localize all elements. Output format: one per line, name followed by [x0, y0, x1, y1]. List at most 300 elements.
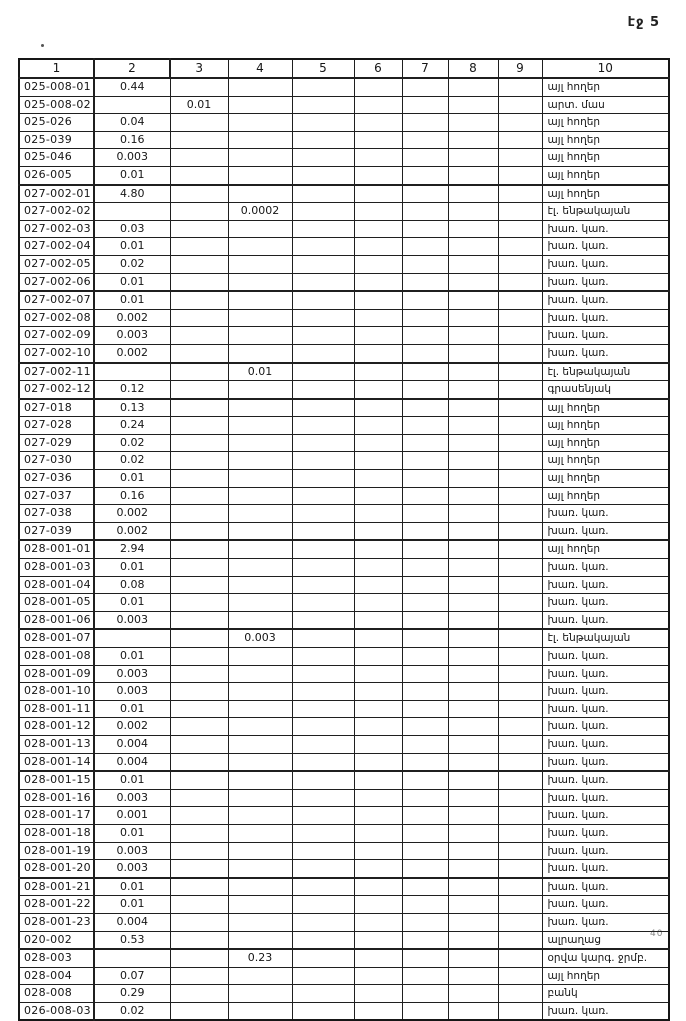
value-cell-col5: [292, 505, 354, 523]
value-cell-col8: [448, 203, 498, 221]
value-cell-col2: 0.13: [94, 399, 170, 417]
value-cell-col9: [498, 114, 542, 132]
value-cell-col6: [354, 931, 402, 949]
value-cell-col5: [292, 700, 354, 718]
table-row: [19, 985, 669, 1003]
value-cell-col5: [292, 309, 354, 327]
value-cell-col7: [402, 309, 448, 327]
value-cell-col2: 0.01: [94, 594, 170, 612]
value-cell-col6: [354, 985, 402, 1003]
table-row: [19, 273, 669, 291]
value-cell-col5: [292, 824, 354, 842]
value-cell-col4: [228, 967, 292, 985]
value-cell-col7: [402, 789, 448, 807]
parcel-code-cell: 027-029: [19, 434, 94, 452]
value-cell-col2: 0.002: [94, 344, 170, 362]
value-cell-col8: [448, 896, 498, 914]
parcel-code-cell: 028-008: [19, 985, 94, 1003]
parcel-code-cell: 028-001-23: [19, 913, 94, 931]
land-use-cell: խառ. կառ.: [542, 344, 669, 362]
table-row: [19, 470, 669, 488]
value-cell-col9: [498, 291, 542, 309]
land-use-cell: խառ. կառ.: [542, 807, 669, 825]
value-cell-col3: [170, 967, 228, 985]
value-cell-col5: [292, 949, 354, 967]
value-cell-col7: [402, 842, 448, 860]
value-cell-col3: [170, 540, 228, 558]
value-cell-col4: [228, 78, 292, 96]
value-cell-col2: 4.80: [94, 185, 170, 203]
value-cell-col3: [170, 985, 228, 1003]
value-cell-col7: [402, 824, 448, 842]
value-cell-col9: [498, 381, 542, 399]
value-cell-col8: [448, 399, 498, 417]
value-cell-col7: [402, 967, 448, 985]
value-cell-col6: [354, 913, 402, 931]
table-row: [19, 78, 669, 96]
value-cell-col3: [170, 238, 228, 256]
value-cell-col7: [402, 985, 448, 1003]
value-cell-col7: [402, 735, 448, 753]
value-cell-col9: [498, 96, 542, 114]
land-use-cell: խառ. կառ.: [542, 860, 669, 878]
land-use-cell: խառ. կառ.: [542, 522, 669, 540]
land-use-cell: խառ. կառ.: [542, 576, 669, 594]
land-use-cell: ալրաղաց: [542, 931, 669, 949]
value-cell-col6: [354, 789, 402, 807]
value-cell-col5: [292, 487, 354, 505]
value-cell-col2: 2.94: [94, 540, 170, 558]
table-row: [19, 771, 669, 789]
value-cell-col5: [292, 540, 354, 558]
value-cell-col6: [354, 381, 402, 399]
value-cell-col3: [170, 648, 228, 666]
value-cell-col2: 0.02: [94, 452, 170, 470]
table-row: [19, 434, 669, 452]
value-cell-col3: [170, 203, 228, 221]
value-cell-col8: [448, 344, 498, 362]
value-cell-col9: [498, 718, 542, 736]
value-cell-col8: [448, 381, 498, 399]
table-row: [19, 417, 669, 435]
value-cell-col8: [448, 753, 498, 771]
land-use-cell: այլ հողեր: [542, 452, 669, 470]
value-cell-col6: [354, 149, 402, 167]
value-cell-col6: [354, 131, 402, 149]
value-cell-col2: 0.08: [94, 576, 170, 594]
value-cell-col5: [292, 611, 354, 629]
value-cell-col7: [402, 700, 448, 718]
value-cell-col6: [354, 185, 402, 203]
land-use-cell: խառ. կառ.: [542, 824, 669, 842]
value-cell-col8: [448, 594, 498, 612]
value-cell-col3: [170, 949, 228, 967]
value-cell-col8: [448, 559, 498, 577]
value-cell-col9: [498, 505, 542, 523]
value-cell-col7: [402, 771, 448, 789]
value-cell-col8: [448, 949, 498, 967]
value-cell-col5: [292, 771, 354, 789]
value-cell-col8: [448, 309, 498, 327]
value-cell-col5: [292, 166, 354, 184]
land-use-cell: այլ հողեր: [542, 78, 669, 96]
value-cell-col5: [292, 470, 354, 488]
column-header-10: 10: [542, 59, 669, 78]
value-cell-col9: [498, 559, 542, 577]
value-cell-col8: [448, 470, 498, 488]
value-cell-col4: [228, 683, 292, 701]
land-use-cell: էլ. ենթակայան: [542, 629, 669, 647]
value-cell-col6: [354, 860, 402, 878]
value-cell-col2: [94, 363, 170, 381]
table-row: [19, 718, 669, 736]
value-cell-col4: [228, 327, 292, 345]
value-cell-col8: [448, 611, 498, 629]
margin-note: 40: [650, 929, 664, 939]
value-cell-col6: [354, 203, 402, 221]
land-use-cell: խառ. կառ.: [542, 559, 669, 577]
land-use-cell: այլ հողեր: [542, 967, 669, 985]
value-cell-col7: [402, 363, 448, 381]
column-header-6: 6: [354, 59, 402, 78]
value-cell-col7: [402, 470, 448, 488]
value-cell-col9: [498, 327, 542, 345]
value-cell-col6: [354, 700, 402, 718]
table-row: [19, 291, 669, 309]
parcel-code-cell: 027-002-05: [19, 255, 94, 273]
land-use-cell: օրվա կարգ. ջրմբ.: [542, 949, 669, 967]
value-cell-col8: [448, 789, 498, 807]
value-cell-col7: [402, 576, 448, 594]
value-cell-col4: [228, 771, 292, 789]
parcel-code-cell: 028-001-07: [19, 629, 94, 647]
value-cell-col3: [170, 665, 228, 683]
value-cell-col6: [354, 648, 402, 666]
value-cell-col3: [170, 576, 228, 594]
parcel-code-cell: 028-001-13: [19, 735, 94, 753]
value-cell-col3: [170, 735, 228, 753]
value-cell-col4: [228, 291, 292, 309]
value-cell-col7: [402, 220, 448, 238]
table-row: [19, 114, 669, 132]
value-cell-col5: [292, 78, 354, 96]
value-cell-col3: [170, 131, 228, 149]
value-cell-col7: [402, 860, 448, 878]
value-cell-col8: [448, 629, 498, 647]
value-cell-col7: [402, 399, 448, 417]
table-row: [19, 559, 669, 577]
land-use-cell: գրասենյակ: [542, 381, 669, 399]
value-cell-col2: 0.04: [94, 114, 170, 132]
value-cell-col3: [170, 522, 228, 540]
value-cell-col6: [354, 559, 402, 577]
value-cell-col8: [448, 913, 498, 931]
parcel-code-cell: 028-001-17: [19, 807, 94, 825]
parcel-code-cell: 026-008-03: [19, 1002, 94, 1020]
value-cell-col9: [498, 452, 542, 470]
value-cell-col4: [228, 753, 292, 771]
value-cell-col7: [402, 611, 448, 629]
land-use-cell: խառ. կառ.: [542, 309, 669, 327]
land-use-cell: էլ. ենթակայան: [542, 203, 669, 221]
value-cell-col6: [354, 399, 402, 417]
table-row: [19, 149, 669, 167]
value-cell-col5: [292, 735, 354, 753]
value-cell-col4: [228, 700, 292, 718]
value-cell-col6: [354, 878, 402, 896]
value-cell-col8: [448, 985, 498, 1003]
table-row: [19, 576, 669, 594]
value-cell-col6: [354, 344, 402, 362]
value-cell-col4: [228, 255, 292, 273]
parcel-code-cell: 025-026: [19, 114, 94, 132]
land-use-cell: խառ. կառ.: [542, 327, 669, 345]
value-cell-col2: 0.12: [94, 381, 170, 399]
value-cell-col6: [354, 771, 402, 789]
land-use-cell: խառ. կառ.: [542, 771, 669, 789]
land-use-cell: խառ. կառ.: [542, 611, 669, 629]
value-cell-col5: [292, 344, 354, 362]
value-cell-col6: [354, 576, 402, 594]
value-cell-col6: [354, 363, 402, 381]
value-cell-col9: [498, 131, 542, 149]
value-cell-col8: [448, 807, 498, 825]
value-cell-col2: 0.003: [94, 683, 170, 701]
table-row: [19, 949, 669, 967]
value-cell-col6: [354, 309, 402, 327]
value-cell-col4: [228, 735, 292, 753]
value-cell-col4: [228, 505, 292, 523]
parcel-code-cell: 027-037: [19, 487, 94, 505]
table-row: [19, 665, 669, 683]
parcel-code-cell: 027-036: [19, 470, 94, 488]
value-cell-col4: [228, 665, 292, 683]
value-cell-col8: [448, 417, 498, 435]
value-cell-col3: [170, 771, 228, 789]
parcel-code-cell: 028-001-15: [19, 771, 94, 789]
land-use-cell: խառ. կառ.: [542, 255, 669, 273]
value-cell-col4: [228, 487, 292, 505]
value-cell-col4: [228, 648, 292, 666]
table-row: [19, 381, 669, 399]
table-row: [19, 753, 669, 771]
value-cell-col5: [292, 381, 354, 399]
value-cell-col9: [498, 78, 542, 96]
value-cell-col7: [402, 327, 448, 345]
value-cell-col7: [402, 131, 448, 149]
value-cell-col3: [170, 114, 228, 132]
value-cell-col2: 0.01: [94, 559, 170, 577]
value-cell-col6: [354, 273, 402, 291]
value-cell-col2: 0.004: [94, 735, 170, 753]
value-cell-col4: [228, 842, 292, 860]
value-cell-col8: [448, 166, 498, 184]
land-use-cell: այլ հողեր: [542, 114, 669, 132]
value-cell-col7: [402, 807, 448, 825]
value-cell-col8: [448, 718, 498, 736]
value-cell-col5: [292, 114, 354, 132]
parcel-code-cell: 027-002-09: [19, 327, 94, 345]
value-cell-col7: [402, 203, 448, 221]
value-cell-col6: [354, 220, 402, 238]
table-row: [19, 1002, 669, 1020]
column-header-7: 7: [402, 59, 448, 78]
parcel-code-cell: 027-002-10: [19, 344, 94, 362]
value-cell-col4: [228, 220, 292, 238]
value-cell-col8: [448, 327, 498, 345]
value-cell-col5: [292, 203, 354, 221]
value-cell-col2: 0.01: [94, 896, 170, 914]
land-use-cell: խառ. կառ.: [542, 842, 669, 860]
table-row: [19, 807, 669, 825]
value-cell-col2: 0.16: [94, 131, 170, 149]
parcel-code-cell: 027-028: [19, 417, 94, 435]
land-use-cell: խառ. կառ.: [542, 238, 669, 256]
value-cell-col2: 0.01: [94, 771, 170, 789]
value-cell-col3: [170, 753, 228, 771]
value-cell-col3: [170, 1002, 228, 1020]
value-cell-col9: [498, 611, 542, 629]
value-cell-col9: [498, 753, 542, 771]
value-cell-col3: [170, 718, 228, 736]
value-cell-col5: [292, 522, 354, 540]
value-cell-col5: [292, 931, 354, 949]
parcel-code-cell: 020-002: [19, 931, 94, 949]
table-row: [19, 363, 669, 381]
table-row: [19, 629, 669, 647]
value-cell-col4: [228, 789, 292, 807]
value-cell-col8: [448, 576, 498, 594]
parcel-code-cell: 025-008-01: [19, 78, 94, 96]
value-cell-col4: [228, 540, 292, 558]
table-row: [19, 309, 669, 327]
value-cell-col3: [170, 700, 228, 718]
table-row: [19, 789, 669, 807]
value-cell-col7: [402, 753, 448, 771]
land-use-cell: այլ հողեր: [542, 399, 669, 417]
value-cell-col7: [402, 718, 448, 736]
value-cell-col6: [354, 735, 402, 753]
value-cell-col4: [228, 824, 292, 842]
value-cell-col4: [228, 807, 292, 825]
value-cell-col5: [292, 629, 354, 647]
value-cell-col6: [354, 291, 402, 309]
value-cell-col5: [292, 985, 354, 1003]
table-row: [19, 327, 669, 345]
value-cell-col8: [448, 434, 498, 452]
value-cell-col6: [354, 665, 402, 683]
value-cell-col4: [228, 399, 292, 417]
value-cell-col5: [292, 399, 354, 417]
value-cell-col4: 0.23: [228, 949, 292, 967]
value-cell-col9: [498, 487, 542, 505]
value-cell-col5: [292, 417, 354, 435]
value-cell-col5: [292, 363, 354, 381]
column-header-8: 8: [448, 59, 498, 78]
value-cell-col4: [228, 434, 292, 452]
value-cell-col2: 0.003: [94, 789, 170, 807]
value-cell-col6: [354, 78, 402, 96]
table-row: [19, 648, 669, 666]
value-cell-col5: [292, 878, 354, 896]
value-cell-col7: [402, 166, 448, 184]
value-cell-col2: 0.01: [94, 291, 170, 309]
table-row: [19, 452, 669, 470]
value-cell-col9: [498, 896, 542, 914]
table-row: [19, 96, 669, 114]
value-cell-col8: [448, 735, 498, 753]
value-cell-col4: 0.01: [228, 363, 292, 381]
value-cell-col2: 0.07: [94, 967, 170, 985]
value-cell-col8: [448, 238, 498, 256]
land-use-cell: խառ. կառ.: [542, 665, 669, 683]
value-cell-col9: [498, 824, 542, 842]
land-use-cell: խառ. կառ.: [542, 291, 669, 309]
value-cell-col6: [354, 417, 402, 435]
value-cell-col9: [498, 149, 542, 167]
value-cell-col9: [498, 399, 542, 417]
value-cell-col9: [498, 470, 542, 488]
value-cell-col6: [354, 255, 402, 273]
value-cell-col6: [354, 807, 402, 825]
value-cell-col6: [354, 718, 402, 736]
value-cell-col9: [498, 238, 542, 256]
value-cell-col8: [448, 824, 498, 842]
value-cell-col7: [402, 273, 448, 291]
value-cell-col2: 0.01: [94, 238, 170, 256]
value-cell-col4: [228, 149, 292, 167]
value-cell-col3: [170, 931, 228, 949]
value-cell-col8: [448, 700, 498, 718]
value-cell-col5: [292, 913, 354, 931]
value-cell-col8: [448, 363, 498, 381]
value-cell-col2: 0.003: [94, 149, 170, 167]
value-cell-col5: [292, 255, 354, 273]
value-cell-col8: [448, 1002, 498, 1020]
value-cell-col8: [448, 487, 498, 505]
value-cell-col8: [448, 931, 498, 949]
value-cell-col4: [228, 559, 292, 577]
value-cell-col6: [354, 238, 402, 256]
parcel-code-cell: 027-002-01: [19, 185, 94, 203]
value-cell-col2: 0.01: [94, 273, 170, 291]
value-cell-col6: [354, 824, 402, 842]
value-cell-col4: [228, 309, 292, 327]
value-cell-col9: [498, 273, 542, 291]
value-cell-col2: 0.02: [94, 434, 170, 452]
value-cell-col4: [228, 344, 292, 362]
value-cell-col4: [228, 185, 292, 203]
value-cell-col9: [498, 665, 542, 683]
value-cell-col8: [448, 255, 498, 273]
parcel-code-cell: 025-008-02: [19, 96, 94, 114]
value-cell-col3: [170, 629, 228, 647]
value-cell-col5: [292, 896, 354, 914]
value-cell-col2: 0.001: [94, 807, 170, 825]
value-cell-col7: [402, 878, 448, 896]
value-cell-col4: [228, 718, 292, 736]
value-cell-col7: [402, 96, 448, 114]
value-cell-col2: 0.002: [94, 309, 170, 327]
header-row: [19, 59, 669, 78]
value-cell-col4: [228, 417, 292, 435]
table-row: [19, 185, 669, 203]
value-cell-col5: [292, 291, 354, 309]
land-use-cell: այլ հողեր: [542, 131, 669, 149]
value-cell-col7: [402, 381, 448, 399]
table-row: [19, 842, 669, 860]
value-cell-col5: [292, 327, 354, 345]
